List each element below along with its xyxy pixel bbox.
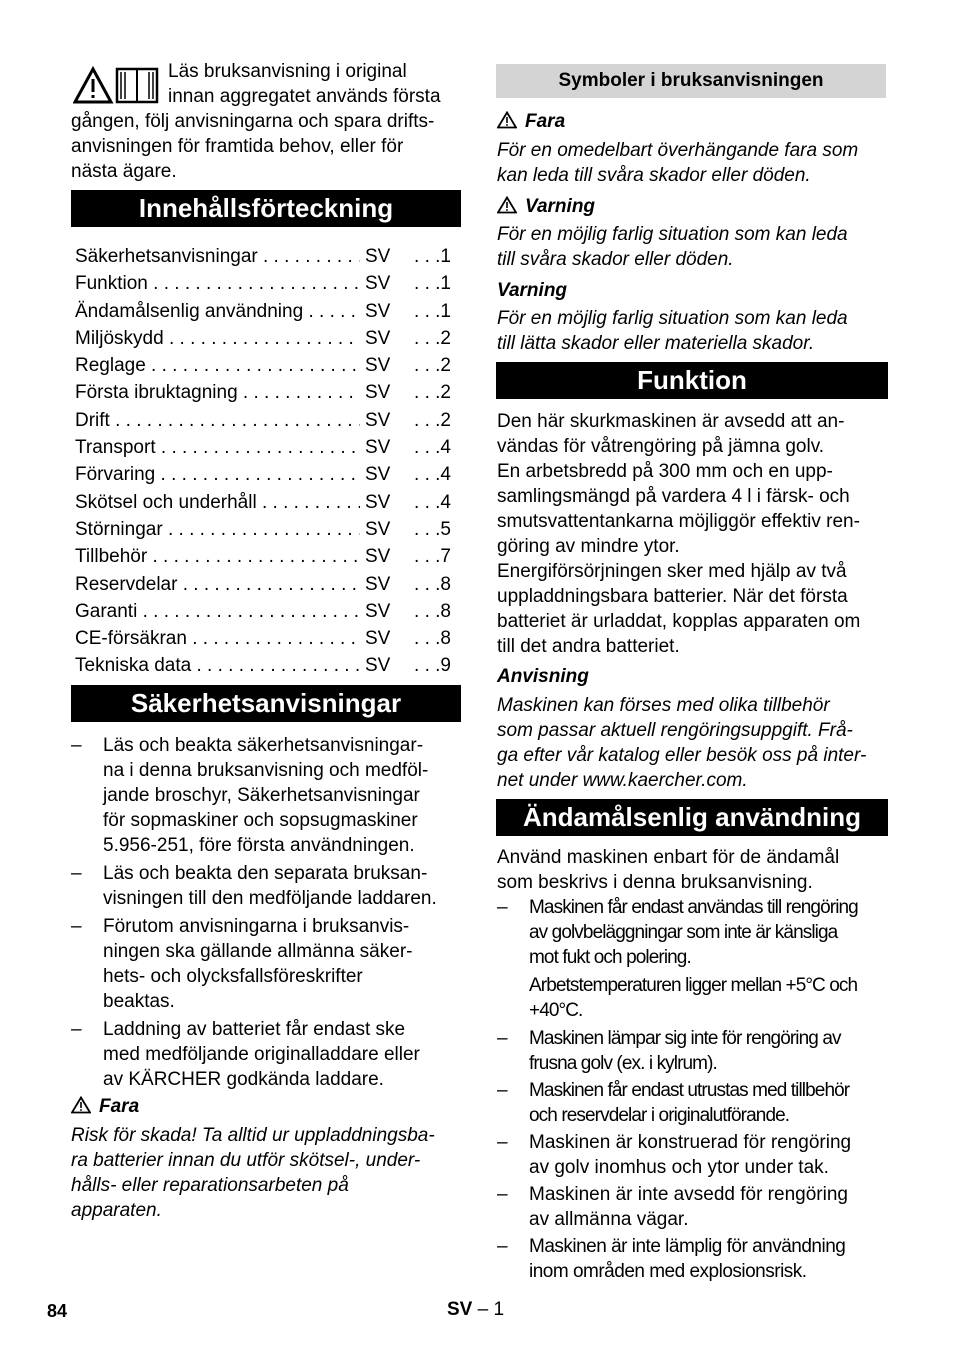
text-line: – Läs och beakta säkerhetsanvisningar- bbox=[103, 735, 424, 756]
text-line: apparaten. bbox=[71, 1200, 162, 1221]
text-line: av KÄRCHER godkända laddare. bbox=[103, 1069, 384, 1090]
text-line: ningen ska gällande allmänna säker- bbox=[103, 941, 413, 962]
text-line: net under www.kaercher.com. bbox=[497, 770, 748, 791]
note-text bbox=[497, 693, 866, 793]
note-label: Anvisning bbox=[497, 666, 589, 687]
manual-warning-icons bbox=[73, 66, 161, 111]
text-line: till lätta skador eller materiella skador. bbox=[497, 333, 815, 354]
text-line: Maskinen kan förses med olika tillbehör bbox=[497, 695, 830, 716]
toc-lang: SV bbox=[365, 518, 391, 540]
text-line: smutsvattentankarna möjliggör effektiv ren- bbox=[497, 511, 860, 532]
toc-page: . . . 4 bbox=[414, 489, 451, 516]
toc-lang: SV bbox=[365, 437, 391, 459]
text-line: uppladdningsbara batterier. När det första bbox=[497, 586, 848, 607]
toc-page: . . . 4 bbox=[414, 434, 451, 461]
text-line: Risk för skada! Ta alltid ur uppladdningsba- bbox=[71, 1125, 435, 1146]
varning1-text bbox=[497, 222, 848, 272]
toc-lang: SV bbox=[365, 464, 391, 486]
toc-page: . . . 2 bbox=[414, 325, 451, 352]
danger-label bbox=[71, 1094, 139, 1119]
text-line: – Läs och beakta den separata bruksan- bbox=[103, 863, 428, 884]
toc-lang: SV bbox=[365, 628, 391, 650]
safety-list bbox=[71, 733, 463, 1095]
toc-lang: SV bbox=[365, 355, 391, 377]
toc-page: . . . 2 bbox=[414, 352, 451, 379]
toc-heading: Innehållsförteckning bbox=[71, 190, 461, 227]
text-line: 5.956-251, före första användningen. bbox=[103, 835, 415, 856]
toc-title: Tekniska data . . . bbox=[75, 652, 360, 679]
text-line: – Laddning av batteriet får endast ske bbox=[103, 1019, 406, 1040]
text-line: na i denna bruksanvisning och medföl- bbox=[103, 760, 429, 781]
toc-page: . . . 1 bbox=[414, 298, 451, 325]
funktion-heading: Funktion bbox=[496, 362, 888, 399]
toc-page: . . . 2 bbox=[414, 379, 451, 406]
toc-row[interactable] bbox=[75, 407, 451, 434]
fara-text bbox=[497, 138, 858, 188]
toc-title: Första ibruktagning . . . bbox=[75, 379, 360, 406]
list-item bbox=[497, 1130, 889, 1180]
toc-row[interactable] bbox=[75, 598, 451, 625]
text-line: inom områden med explosionsrisk. bbox=[529, 1261, 807, 1282]
toc-row[interactable] bbox=[75, 325, 451, 352]
fara-label bbox=[497, 109, 565, 134]
text-line: frusna golv (ex. i kylrum). bbox=[529, 1053, 717, 1074]
text-line: till det andra batteriet. bbox=[497, 636, 680, 657]
text-line: som passar aktuell rengöringsuppgift. Frå- bbox=[497, 720, 853, 741]
text-line: och reservdelar i originalutförande. bbox=[529, 1105, 790, 1126]
text-line: av golvbeläggningar som inte är känsliga bbox=[529, 922, 838, 943]
varning2-label: Varning bbox=[497, 280, 568, 301]
toc-lang: SV bbox=[365, 300, 391, 322]
text-line: – Maskinen får endast utrustas med tillbehör bbox=[529, 1080, 850, 1101]
toc-title: Miljöskydd . . . bbox=[75, 325, 360, 352]
toc-row[interactable] bbox=[75, 298, 451, 325]
toc-page: . . . 8 bbox=[414, 625, 451, 652]
toc-title: Tillbehör . . . bbox=[75, 543, 360, 570]
toc-row[interactable] bbox=[75, 243, 451, 270]
text-line: beaktas. bbox=[103, 991, 175, 1012]
text-line: kan leda till svåra skador eller döden. bbox=[497, 165, 811, 186]
footer-sep: – 1 bbox=[477, 1299, 505, 1320]
toc-page: . . . 1 bbox=[414, 243, 451, 270]
text-line: av golv inomhus och ytor under tak. bbox=[529, 1157, 829, 1178]
toc-lang: SV bbox=[365, 382, 391, 404]
list-item bbox=[497, 1234, 889, 1284]
list-item bbox=[71, 861, 463, 911]
toc-page: . . . 8 bbox=[414, 598, 451, 625]
text-line: med medföljande originalladdare eller bbox=[103, 1044, 420, 1065]
text-line: göring av mindre ytor. bbox=[497, 536, 680, 557]
toc-row[interactable] bbox=[75, 543, 451, 570]
intro-line: gången, följ anvisningarna och spara drifts- bbox=[71, 111, 435, 132]
varning1-label bbox=[497, 194, 595, 219]
text-line: För en möjlig farlig situation som kan leda bbox=[497, 224, 848, 245]
text-line: Använd maskinen enbart för de ändamål bbox=[497, 847, 840, 868]
toc-title: Skötsel och underhåll . . . bbox=[75, 489, 360, 516]
text-line: ra batterier innan du utför skötsel-, under- bbox=[71, 1150, 421, 1171]
footer-label bbox=[447, 1299, 504, 1321]
toc-lang: SV bbox=[365, 246, 391, 267]
text-line: jande broschyr, Säkerhetsanvisningar bbox=[103, 785, 420, 806]
toc-page: . . . 4 bbox=[414, 461, 451, 488]
usage-list bbox=[497, 895, 889, 1284]
intro-line: innan aggregatet används första bbox=[168, 86, 441, 107]
warning-triangle-icon bbox=[497, 196, 517, 214]
warning-book-icon bbox=[73, 66, 161, 106]
text-line: hets- och olycksfallsföreskrifter bbox=[103, 966, 363, 987]
toc-title: Reservdelar . . . bbox=[75, 571, 360, 598]
text-line: – Maskinen är inte avsedd för rengöring bbox=[529, 1184, 848, 1205]
toc-row[interactable] bbox=[75, 352, 451, 379]
list-item bbox=[497, 1026, 889, 1076]
text-line: En arbetsbredd på 300 mm och en upp- bbox=[497, 461, 833, 482]
toc-row[interactable] bbox=[75, 652, 451, 679]
text-line: vändas för våtrengöring på jämna golv. bbox=[497, 436, 825, 457]
list-item bbox=[497, 895, 889, 970]
list-item bbox=[497, 1078, 889, 1128]
toc-title: Säkerhetsanvisningar . . . bbox=[75, 243, 360, 270]
text-line: – Maskinen är inte lämplig för användning bbox=[529, 1236, 846, 1257]
text-line: – Maskinen får endast användas till rengöring bbox=[529, 897, 858, 918]
list-item bbox=[71, 733, 463, 858]
toc-title: Störningar . . . bbox=[75, 516, 360, 543]
warning-triangle-icon bbox=[497, 111, 517, 129]
toc-row[interactable] bbox=[75, 461, 451, 488]
fara-label-text: Fara bbox=[525, 111, 566, 132]
page-number: 84 bbox=[47, 1301, 68, 1321]
toc-title: Förvaring . . . bbox=[75, 461, 360, 488]
list-item bbox=[71, 914, 463, 1014]
toc-page: . . . 8 bbox=[414, 571, 451, 598]
text-line: För en möjlig farlig situation som kan leda bbox=[497, 308, 848, 329]
varning1-label-text: Varning bbox=[525, 196, 596, 217]
text-line: – Förutom anvisningarna i bruksanvis- bbox=[103, 916, 410, 937]
toc-title: Garanti . . . bbox=[75, 598, 360, 625]
toc-row[interactable] bbox=[75, 270, 451, 297]
toc-title: Drift . . . bbox=[75, 407, 360, 434]
toc-title: Reglage . . . bbox=[75, 352, 360, 379]
toc-lang: SV bbox=[365, 546, 391, 568]
toc-lang: SV bbox=[365, 573, 391, 595]
text-line: för sopmaskiner och sopsugmaskiner bbox=[103, 810, 418, 831]
text-line: som beskrivs i denna bruksanvisning. bbox=[497, 872, 813, 893]
text-line: av allmänna vägar. bbox=[529, 1209, 689, 1230]
intro-line: Läs bruksanvisning i original bbox=[168, 61, 407, 82]
toc-row[interactable] bbox=[75, 379, 451, 406]
toc-row[interactable] bbox=[75, 516, 451, 543]
danger-label-text: Fara bbox=[99, 1096, 140, 1117]
list-item bbox=[497, 1182, 889, 1232]
text-line: ga efter vår katalog eller besök oss på inter- bbox=[497, 745, 867, 766]
toc-row[interactable] bbox=[75, 571, 451, 598]
text-line: mot fukt och polering. bbox=[529, 947, 691, 968]
text-line: Arbetstemperaturen ligger mellan +5°C och bbox=[529, 975, 858, 996]
text-line: För en omedelbart överhängande fara som bbox=[497, 140, 859, 161]
toc-page: . . . 2 bbox=[414, 407, 451, 434]
list-item bbox=[71, 1017, 463, 1092]
usage-extra bbox=[497, 973, 889, 1023]
text-line: visningen till den medföljande laddaren. bbox=[103, 888, 437, 909]
toc-row[interactable] bbox=[75, 434, 451, 461]
toc-lang: SV bbox=[365, 655, 391, 677]
symbols-heading: Symboler i bruksanvisningen bbox=[496, 64, 886, 98]
toc-lang: SV bbox=[365, 409, 391, 431]
toc-page: . . . 7 bbox=[414, 543, 451, 570]
intro-line: anvisningen för framtida behov, eller för bbox=[71, 136, 404, 157]
text-line: +40°C. bbox=[529, 1000, 583, 1021]
toc-page: . . . 5 bbox=[414, 516, 451, 543]
warning-triangle-icon bbox=[71, 1096, 91, 1114]
toc-page: . . . 9 bbox=[414, 652, 451, 679]
toc-title: Funktion . . . bbox=[75, 270, 360, 297]
funktion-text bbox=[497, 409, 860, 659]
toc-row[interactable] bbox=[75, 489, 451, 516]
text-line: samlingsmängd på vardera 4 l i färsk- och bbox=[497, 486, 850, 507]
toc-lang: SV bbox=[365, 600, 391, 622]
text-line: hålls- eller reparationsarbeten på bbox=[71, 1175, 349, 1196]
toc-title: Transport . . . bbox=[75, 434, 360, 461]
toc-page: . . . 1 bbox=[414, 270, 451, 297]
footer-lang: SV bbox=[447, 1299, 473, 1320]
varning2-text bbox=[497, 306, 848, 356]
toc-lang: SV bbox=[365, 273, 391, 295]
text-line: Energiförsörjningen sker med hjälp av två bbox=[497, 561, 847, 582]
danger-text bbox=[71, 1123, 466, 1223]
intro-line: nästa ägare. bbox=[71, 161, 177, 182]
text-line: till svåra skador eller döden. bbox=[497, 249, 734, 270]
safety-heading: Säkerhetsanvisningar bbox=[71, 685, 461, 722]
usage-heading: Ändamålsenlig användning bbox=[496, 799, 888, 836]
toc-lang: SV bbox=[365, 491, 391, 513]
toc-row[interactable] bbox=[75, 625, 451, 652]
toc-title: CE-försäkran . . . bbox=[75, 625, 360, 652]
toc-lang: SV bbox=[365, 327, 391, 349]
text-line: – Maskinen lämpar sig inte för rengöring av bbox=[529, 1028, 841, 1049]
text-line: Den här skurkmaskinen är avsedd att an- bbox=[497, 411, 845, 432]
toc-title: Ändamålsenlig användning . . . bbox=[75, 298, 360, 325]
usage-intro bbox=[497, 845, 839, 895]
table-of-contents bbox=[75, 243, 451, 680]
text-line: – Maskinen är konstruerad för rengöring bbox=[529, 1132, 852, 1153]
text-line: batteriet är urladdat, kopplas apparaten om bbox=[497, 611, 861, 632]
